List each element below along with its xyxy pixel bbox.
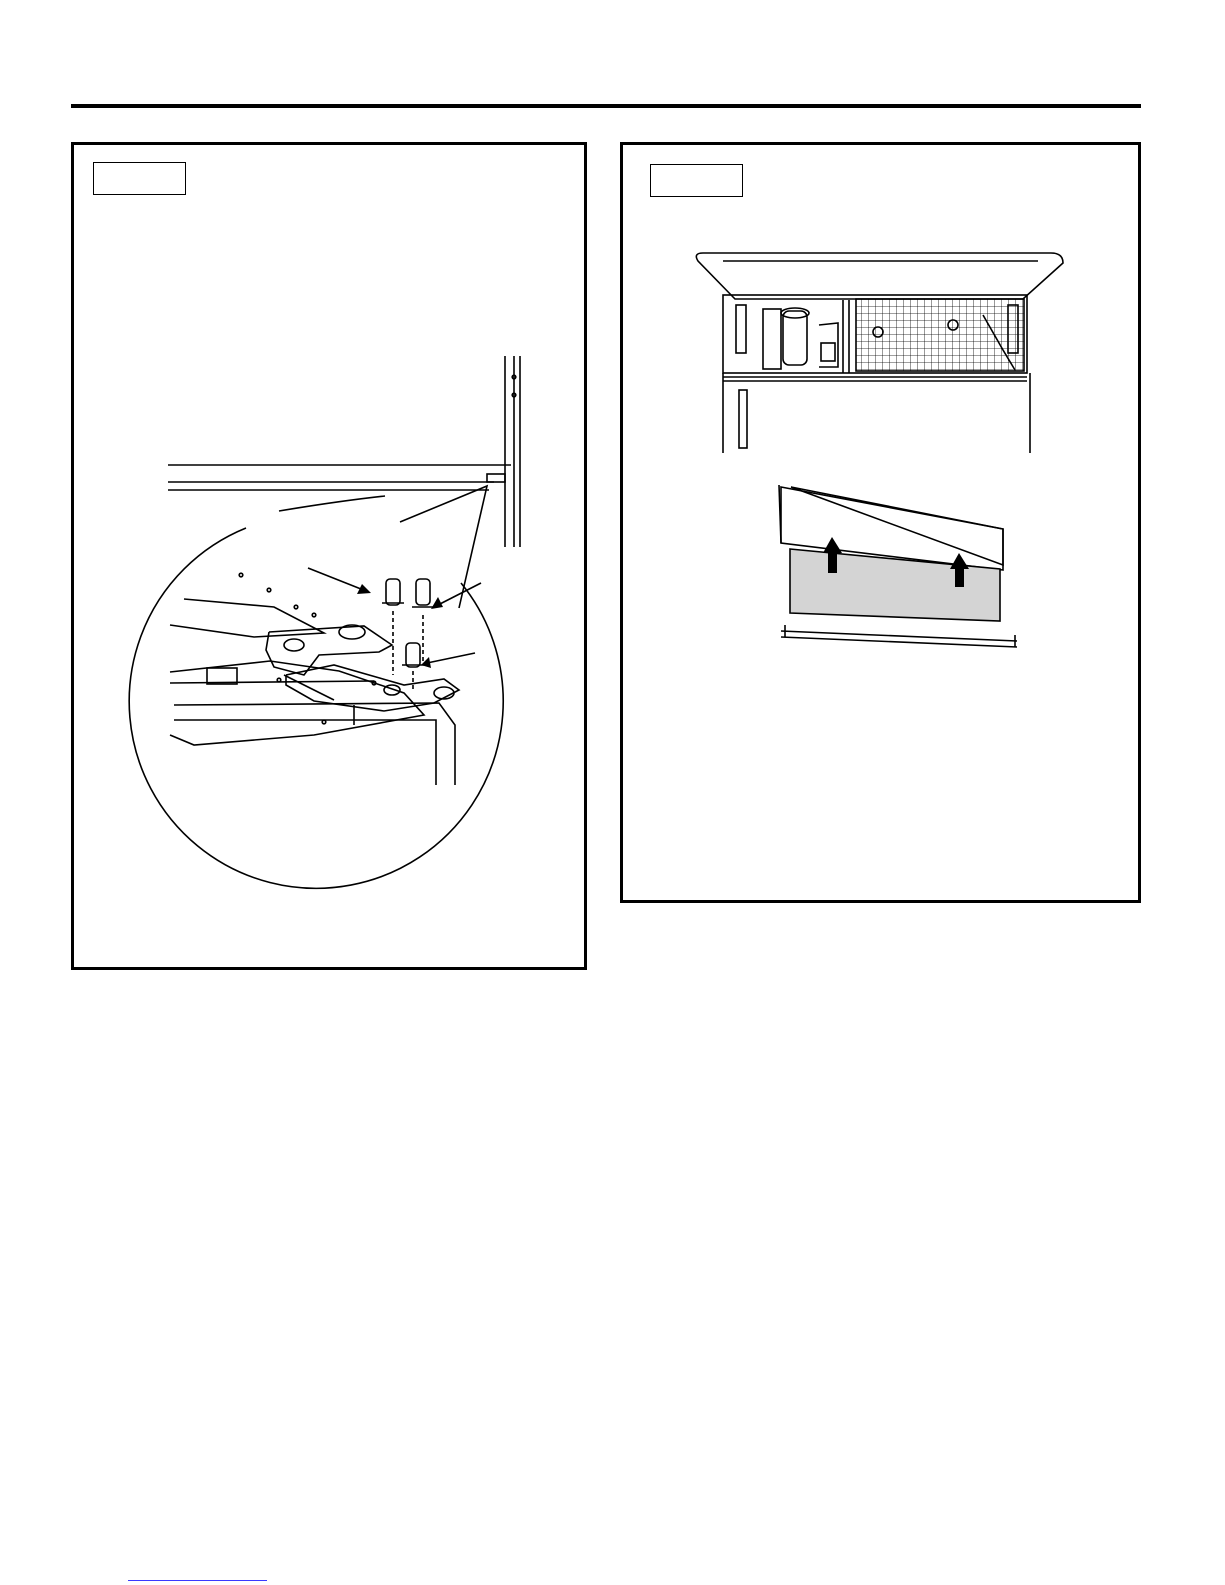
grille-removal-illustration [623,145,1138,900]
footer-link-underline[interactable] [128,1580,267,1581]
step-panel-left [71,142,587,970]
step-panel-right [620,142,1141,903]
hinge-pins-illustration [74,145,584,967]
header-rule [71,104,1141,108]
